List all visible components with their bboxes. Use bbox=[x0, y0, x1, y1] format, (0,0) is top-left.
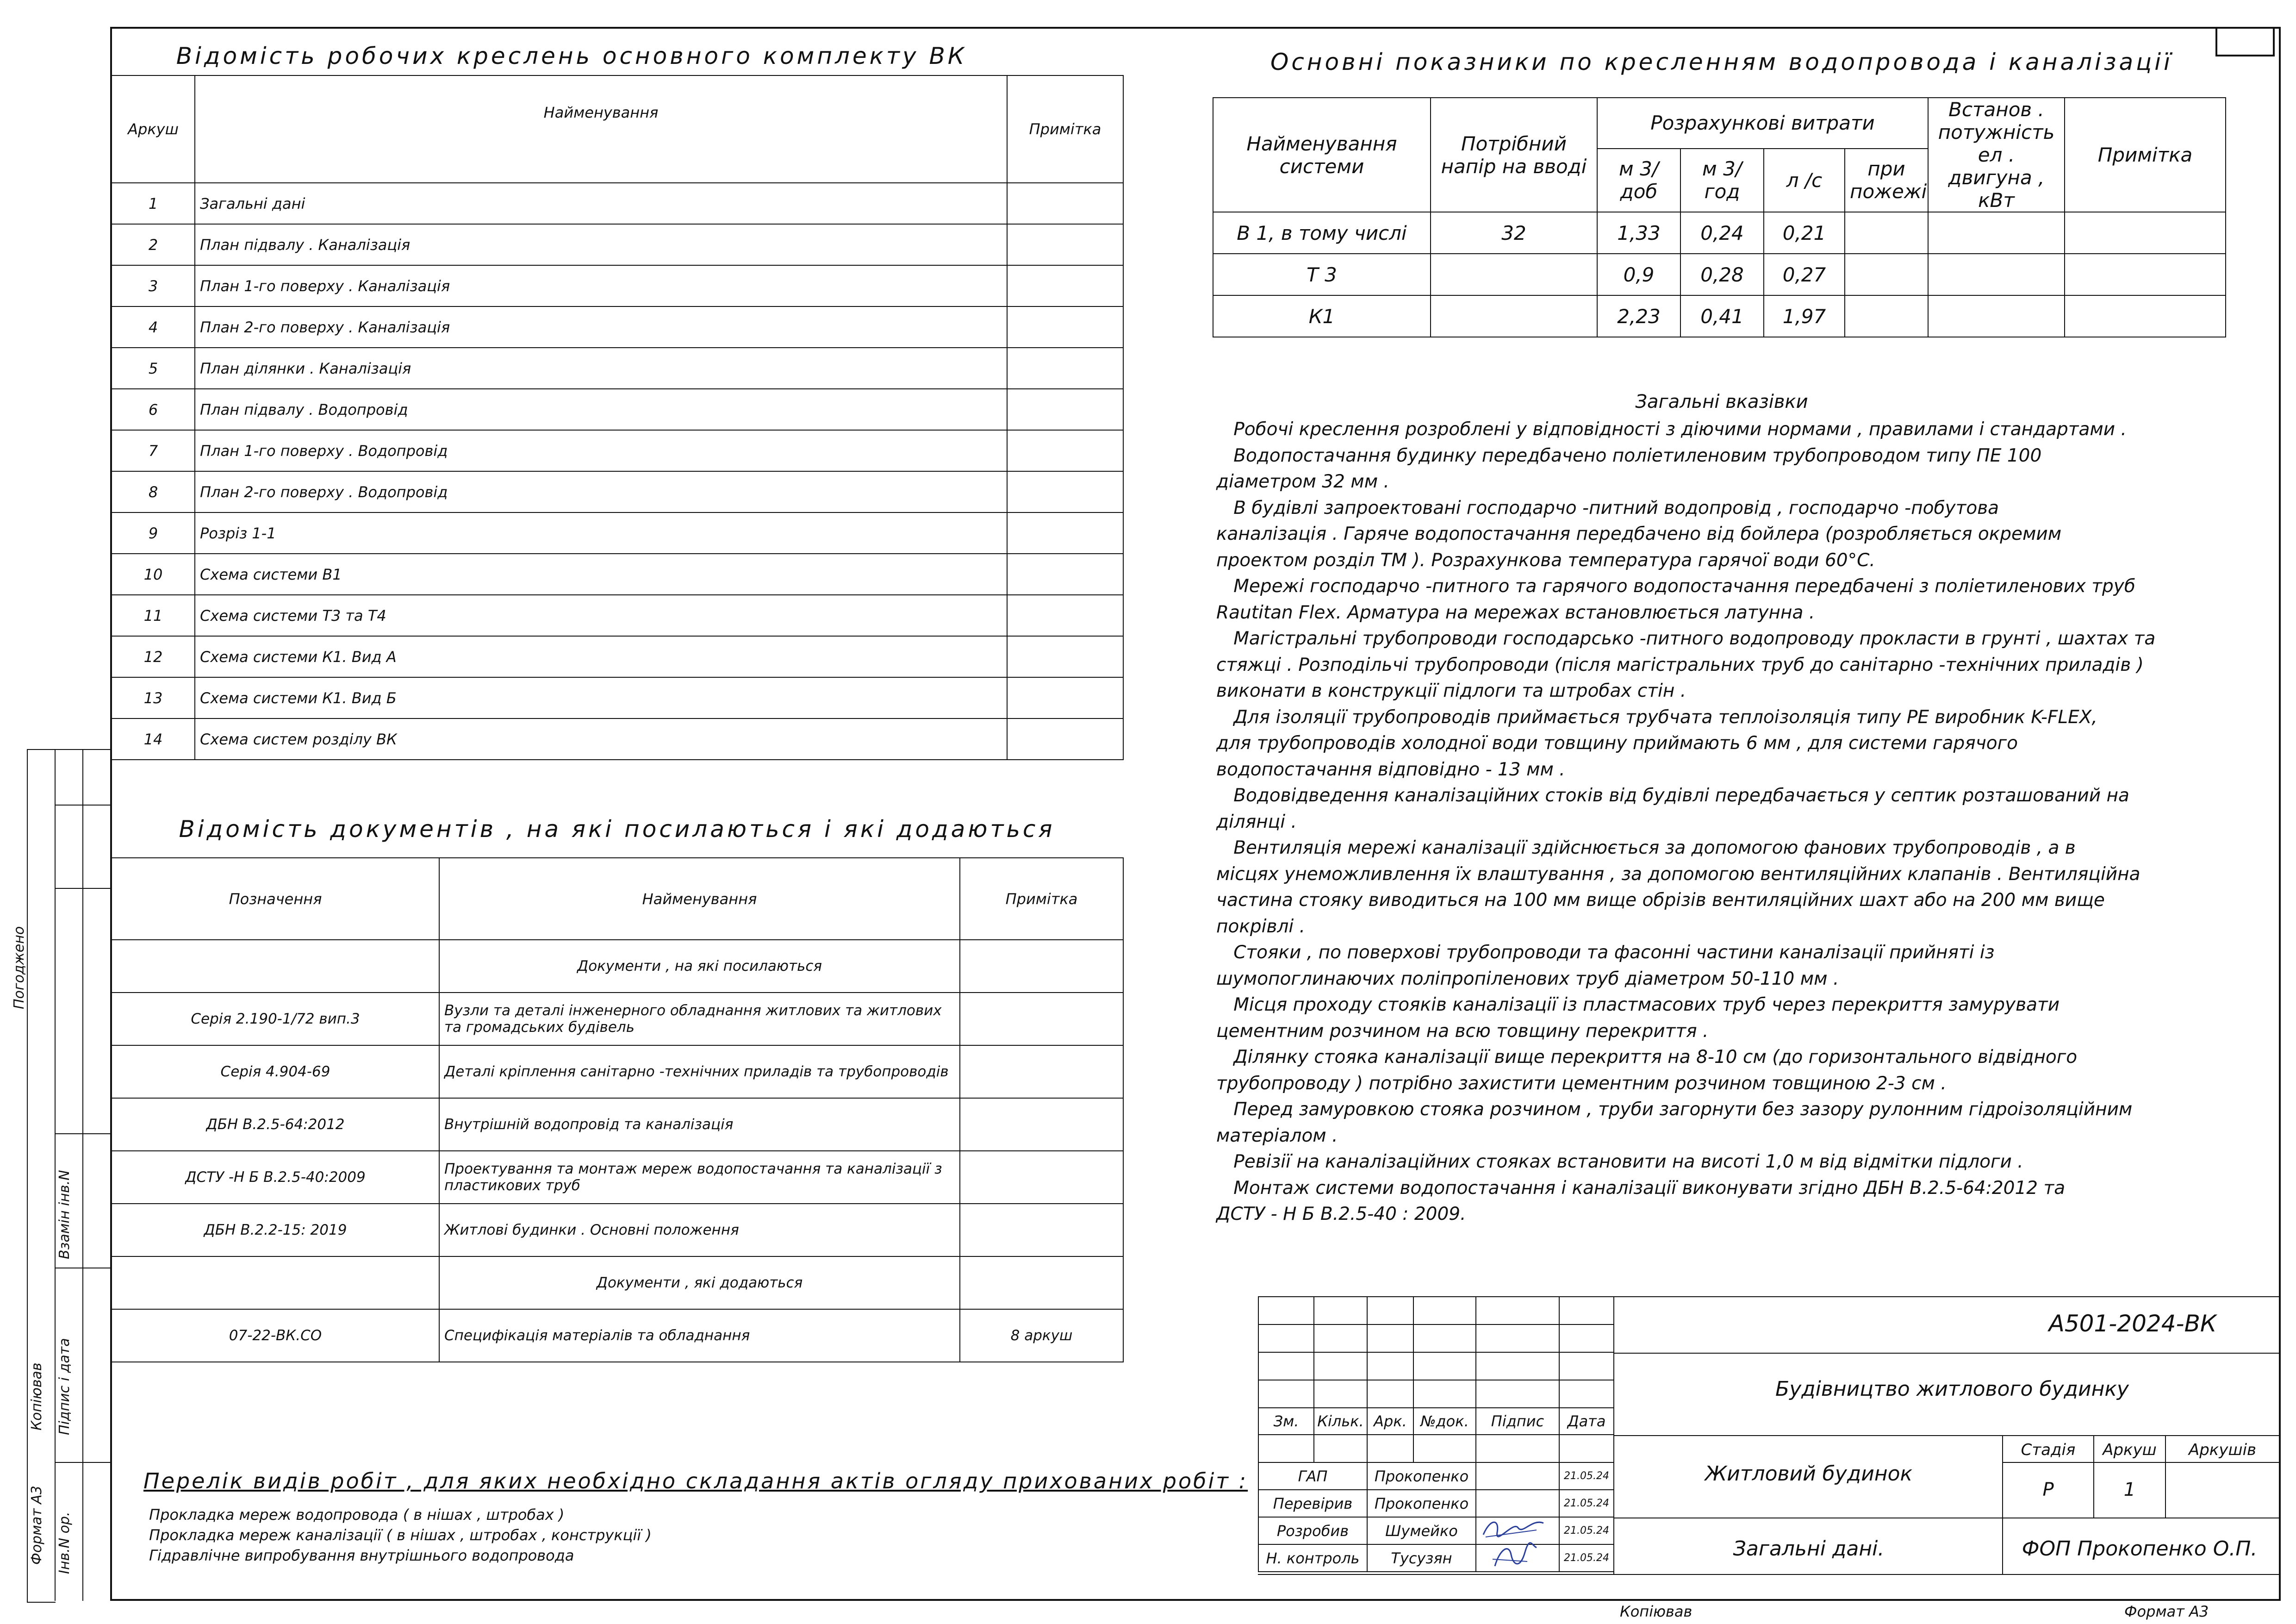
note-line: шумопоглинаючих поліпропіленових труб діаметром 50-110 мм . bbox=[1216, 968, 1839, 989]
table-row bbox=[112, 512, 1123, 554]
sheet-note bbox=[1007, 636, 1123, 677]
sheet-note bbox=[1007, 306, 1123, 348]
note-line: діаметром 32 мм . bbox=[1216, 471, 1389, 492]
table-row bbox=[112, 718, 1123, 760]
doc-note bbox=[960, 1098, 1123, 1151]
documents-title: Відомість документів , на які посилаються і які додаються bbox=[179, 816, 1055, 843]
cell-m3h: 0,28 bbox=[1680, 254, 1764, 295]
indicators-table bbox=[1213, 97, 2226, 337]
note-line: Місця проходу стояків каналізації із пластмасових труб через перекриття замурувати bbox=[1216, 994, 2060, 1015]
table-row bbox=[112, 636, 1123, 677]
doc-name: Проектування та монтаж мереж водопостачання та каналізації з пластикових труб bbox=[439, 1151, 960, 1204]
cell-m3day: 1,33 bbox=[1597, 212, 1680, 254]
cell-pressure bbox=[1431, 295, 1597, 337]
tb-col-header: Зм. bbox=[1258, 1408, 1314, 1435]
sheet-number: 11 bbox=[112, 595, 195, 636]
note-line: виконати в конструкції підлоги та штробах стін . bbox=[1216, 681, 1686, 701]
tb-col-header: Підпис bbox=[1476, 1408, 1559, 1435]
note-line: проектом розділ ТМ ). Розрахункова температура гарячої води 60°С. bbox=[1216, 550, 1875, 571]
col-ls: л /с bbox=[1764, 149, 1845, 212]
doc-note bbox=[960, 993, 1123, 1045]
sheet-number: 2 bbox=[112, 224, 195, 265]
tb-person-name: Прокопенко bbox=[1367, 1490, 1476, 1517]
tb-date: 21.05.24 bbox=[1559, 1517, 1614, 1544]
note-line: для трубопроводів холодної води товщину приймають 6 мм , для системи гарячого bbox=[1216, 733, 2018, 754]
col-power: Встанов . потужність ел . двигуна , кВт bbox=[1928, 98, 2065, 212]
sheet-name: Схема системи Т3 та Т4 bbox=[195, 595, 1007, 636]
signature-tusuzian bbox=[1486, 1541, 1541, 1573]
sheet-name: Розріз 1-1 bbox=[195, 512, 1007, 554]
note-line: Мережі господарчо -питного та гарячого водопостачання передбачені з поліетиленових труб bbox=[1216, 576, 2135, 597]
sheet-note bbox=[1007, 265, 1123, 306]
cell-power bbox=[1928, 295, 2065, 337]
tb-signature-cell bbox=[1476, 1462, 1559, 1490]
note-line: ділянці . bbox=[1216, 811, 1297, 832]
sheet-name: План 1-го поверху . Водопровід bbox=[195, 430, 1007, 471]
cell-pressure bbox=[1431, 254, 1597, 295]
col-fire: при пожежі bbox=[1845, 149, 1928, 212]
table-row bbox=[112, 265, 1123, 306]
doc-note: 8 аркуш bbox=[960, 1309, 1123, 1362]
table-row bbox=[112, 595, 1123, 636]
cell-ls: 0,21 bbox=[1764, 212, 1845, 254]
tb-person-name: Шумейко bbox=[1367, 1517, 1476, 1544]
list-item: Прокладка мереж водопровода ( в нішах , штробах ) bbox=[149, 1506, 565, 1524]
tb-date: 21.05.24 bbox=[1559, 1490, 1614, 1517]
side-agreed: Погоджено bbox=[11, 926, 27, 1009]
cell-ls: 1,97 bbox=[1764, 295, 1845, 337]
table-row bbox=[112, 1204, 1123, 1256]
general-notes-text bbox=[1216, 417, 2253, 1228]
cell-m3day: 2,23 bbox=[1597, 295, 1680, 337]
note-line: Стояки , по поверхові трубопроводи та фасонні частини каналізації прийняті із bbox=[1216, 942, 1995, 963]
tb-role: Н. контроль bbox=[1258, 1544, 1367, 1572]
drawings-title: Відомість робочих креслень основного комплекту ВК bbox=[176, 43, 967, 69]
cell-system: К1 bbox=[1213, 295, 1431, 337]
note-line: водопостачання відповідно - 13 мм . bbox=[1216, 759, 1565, 780]
tb-signature-cell bbox=[1476, 1490, 1559, 1517]
table-row bbox=[112, 1045, 1123, 1098]
sheet-name: План 2-го поверху . Водопровід bbox=[195, 471, 1007, 512]
doc-designation: ДСТУ -Н Б В.2.5-40:2009 bbox=[112, 1151, 439, 1204]
sheet-number: 6 bbox=[112, 389, 195, 430]
note-line: каналізація . Гаряче водопостачання передбачено від бойлера (розробляється окремим bbox=[1216, 524, 2062, 544]
doc-designation: ДБН В.2.5-64:2012 bbox=[112, 1098, 439, 1151]
sheet-note bbox=[1007, 430, 1123, 471]
table-row bbox=[112, 1151, 1123, 1204]
indicators-title: Основні показники по кресленням водопровода і каналізації bbox=[1270, 49, 2173, 75]
table-row bbox=[112, 677, 1123, 718]
stage-label: Стадія bbox=[2021, 1441, 2076, 1459]
sheet-name: Схема системи К1. Вид Б bbox=[195, 677, 1007, 718]
side-format: Формат А3 bbox=[29, 1486, 45, 1565]
sheet-name: План ділянки . Каналізація bbox=[195, 348, 1007, 389]
tb-role: ГАП bbox=[1258, 1462, 1367, 1490]
frame-top bbox=[110, 27, 2281, 29]
note-line: Водопостачання будинку передбачено поліетиленовим трубопроводом типу ПЕ 100 bbox=[1216, 445, 2042, 466]
sheet-name: Схема системи К1. Вид А bbox=[195, 636, 1007, 677]
cell-fire bbox=[1845, 295, 1928, 337]
sheet-name: Загальні дані bbox=[195, 183, 1007, 224]
note-line: ДСТУ - Н Б В.2.5-40 : 2009. bbox=[1216, 1204, 1466, 1224]
side-inv-orig: Інв.N ор. bbox=[56, 1512, 73, 1574]
note-line: трубопроводу ) потрібно захистити цементним розчином товщиною 2-3 см . bbox=[1216, 1073, 1947, 1094]
table-row bbox=[112, 1098, 1123, 1151]
note-line: цементним розчином на всю товщину перекриття . bbox=[1216, 1020, 1709, 1042]
col-pressure: Потрібний напір на вводі bbox=[1431, 98, 1597, 212]
sheets-label: Аркушів bbox=[2188, 1441, 2257, 1459]
note-line: Rautitan Flex. Арматура на мережах встановлюється латунна . bbox=[1216, 602, 1815, 623]
section-attached: Документи , які додаються bbox=[439, 1256, 960, 1309]
col-doc-note: Примітка bbox=[960, 858, 1123, 940]
col-sheet: Аркуш bbox=[112, 75, 195, 183]
sheet-name: План підвалу . Каналізація bbox=[195, 224, 1007, 265]
cell-note bbox=[2065, 254, 2226, 295]
col-doc-name: Найменування bbox=[439, 858, 960, 940]
note-line: Водовідведення каналізаційних стоків від будівлі передбачається у септик розташований на bbox=[1216, 785, 2129, 806]
sheet-note bbox=[1007, 389, 1123, 430]
sheet-name: Схема систем розділу ВК bbox=[195, 718, 1007, 760]
cell-m3h: 0,41 bbox=[1680, 295, 1764, 337]
sheet-number: 13 bbox=[112, 677, 195, 718]
col-m3h: м 3/год bbox=[1680, 149, 1764, 212]
table-row bbox=[112, 306, 1123, 348]
cell-ls: 0,27 bbox=[1764, 254, 1845, 295]
sheet-title: Загальні дані. bbox=[1733, 1537, 1885, 1561]
col-m3day: м 3/доб bbox=[1597, 149, 1680, 212]
table-row bbox=[112, 389, 1123, 430]
tb-date: 21.05.24 bbox=[1559, 1462, 1614, 1490]
project-name: Будівництво житлового будинку bbox=[1775, 1377, 2129, 1401]
note-line: покрівлі . bbox=[1216, 916, 1306, 937]
tb-person-row bbox=[1258, 1517, 1614, 1544]
sheet-note bbox=[1007, 471, 1123, 512]
sheet-name: План 2-го поверху . Каналізація bbox=[195, 306, 1007, 348]
cell-note bbox=[2065, 295, 2226, 337]
col-ind-note: Примітка bbox=[2065, 98, 2226, 212]
cell-fire bbox=[1845, 254, 1928, 295]
drawings-table bbox=[111, 75, 1124, 760]
object-name: Житловий будинок bbox=[1705, 1462, 1913, 1486]
sheet-number: 3 bbox=[112, 265, 195, 306]
tb-person-row bbox=[1258, 1544, 1614, 1572]
cell-note bbox=[2065, 212, 2226, 254]
note-line: стяжці . Розподільчі трубопроводи (після магістральних труб до санітарно -технічних приладів ) bbox=[1216, 654, 2144, 675]
tb-col-header: Кільк. bbox=[1314, 1408, 1367, 1435]
note-line: В будівлі запроектовані господарчо -питний водопровід , господарчо -побутова bbox=[1216, 497, 1999, 518]
notes-title: Загальні вказівки bbox=[1635, 391, 1808, 412]
cell-system: В 1, в тому числі bbox=[1213, 212, 1431, 254]
cell-power bbox=[1928, 254, 2065, 295]
sheet-number: 10 bbox=[112, 554, 195, 595]
side-sign-date: Підпис і дата bbox=[56, 1338, 73, 1435]
side-copied: Копіював bbox=[29, 1362, 45, 1430]
hidden-works-title: Перелік видів робіт , для яких необхідно складання актів огляду прихованих робіт : bbox=[143, 1468, 1248, 1493]
cell-m3h: 0,24 bbox=[1680, 212, 1764, 254]
doc-designation: Серія 2.190-1/72 вип.3 bbox=[112, 993, 439, 1045]
sheet-label: Аркуш bbox=[2103, 1441, 2157, 1459]
tb-col-header: Дата bbox=[1559, 1408, 1614, 1435]
table-row bbox=[112, 1309, 1123, 1362]
sheet-number: 12 bbox=[112, 636, 195, 677]
cell-power bbox=[1928, 212, 2065, 254]
tb-role: Перевірив bbox=[1258, 1490, 1367, 1517]
col-system: Найменування системи bbox=[1213, 98, 1431, 212]
note-line: Ділянку стояка каналізації вище перекриття на 8-10 см (до горизонтального відвідного bbox=[1216, 1047, 2078, 1068]
table-row bbox=[1213, 254, 2226, 295]
doc-note bbox=[960, 1151, 1123, 1204]
sheet-note bbox=[1007, 512, 1123, 554]
footer-format: Формат А3 bbox=[2124, 1603, 2209, 1620]
table-row bbox=[112, 471, 1123, 512]
sheet-number: 8 bbox=[112, 471, 195, 512]
doc-note bbox=[960, 1204, 1123, 1256]
note-line: Перед замуровкою стояка розчином , труби загорнути без зазору рулонним гідроізоляційним bbox=[1216, 1099, 2133, 1120]
list-item: Гідравлічне випробування внутрішнього водопровода bbox=[149, 1547, 574, 1564]
tb-person-row bbox=[1258, 1490, 1614, 1517]
sheet-note bbox=[1007, 183, 1123, 224]
side-replace-inv: Взамін інв.N bbox=[56, 1170, 73, 1259]
doc-designation: ДБН В.2.2-15: 2019 bbox=[112, 1204, 439, 1256]
tb-date: 21.05.24 bbox=[1559, 1544, 1614, 1572]
tb-col-header: Арк. bbox=[1367, 1408, 1413, 1435]
table-row bbox=[112, 554, 1123, 595]
col-flows: Розрахункові витрати bbox=[1597, 98, 1928, 149]
company-name: ФОП Прокопенко О.П. bbox=[2022, 1537, 2258, 1561]
sheet-number: 4 bbox=[112, 306, 195, 348]
cell-pressure: 32 bbox=[1431, 212, 1597, 254]
note-line: Робочі креслення розроблені у відповідності з діючими нормами , правилами і стандартами . bbox=[1216, 419, 2127, 440]
col-name: Найменування bbox=[195, 75, 1007, 183]
table-row bbox=[112, 348, 1123, 389]
doc-name: Деталі кріплення санітарно -технічних приладів та трубопроводів bbox=[439, 1045, 960, 1098]
footer-copied: Копіював bbox=[1620, 1603, 1692, 1620]
sheet-number: 14 bbox=[112, 718, 195, 760]
table-row bbox=[1213, 295, 2226, 337]
note-line: частина стояку виводиться на 100 мм вище обрізів вентиляційних шахт або на 200 мм вище bbox=[1216, 890, 2105, 911]
tb-col-header: №док. bbox=[1413, 1408, 1476, 1435]
signature-shumeiko bbox=[1481, 1514, 1546, 1542]
sheet-value: 1 bbox=[2123, 1479, 2136, 1500]
tb-person-name: Прокопенко bbox=[1367, 1462, 1476, 1490]
table-row bbox=[112, 430, 1123, 471]
table-row bbox=[112, 993, 1123, 1045]
note-line: Вентиляція мережі каналізації здійснюється за допомогою фанових трубопроводів , а в bbox=[1216, 837, 2076, 858]
cell-fire bbox=[1845, 212, 1928, 254]
doc-note bbox=[960, 1045, 1123, 1098]
tb-person-row bbox=[1258, 1462, 1614, 1490]
table-row bbox=[1213, 212, 2226, 254]
sheet-number: 1 bbox=[112, 183, 195, 224]
section-ref: Документи , на які посилаються bbox=[439, 940, 960, 993]
documents-table bbox=[111, 857, 1124, 1362]
doc-code: А501-2024-ВК bbox=[2048, 1310, 2217, 1337]
hidden-works-list bbox=[149, 1505, 652, 1566]
col-note: Примітка bbox=[1007, 75, 1123, 183]
sheet-note bbox=[1007, 595, 1123, 636]
list-item: Прокладка мереж каналізації ( в нішах , штробах , конструкції ) bbox=[149, 1526, 652, 1544]
stage-value: Р bbox=[2042, 1479, 2054, 1500]
sheet-note bbox=[1007, 677, 1123, 718]
note-line: Для ізоляції трубопроводів приймається трубчата теплоізоляція типу PE виробник K-FLEX, bbox=[1216, 706, 2097, 728]
note-line: Ревізії на каналізаційних стояках встановити на висоті 1,0 м від відмітки підлоги . bbox=[1216, 1151, 2023, 1172]
sheet-number: 9 bbox=[112, 512, 195, 554]
sheet-note bbox=[1007, 224, 1123, 265]
sheet-name: План 1-го поверху . Каналізація bbox=[195, 265, 1007, 306]
sheet-note bbox=[1007, 718, 1123, 760]
sheet-name: Схема системи В1 bbox=[195, 554, 1007, 595]
doc-designation: Серія 4.904-69 bbox=[112, 1045, 439, 1098]
sheet-name: План підвалу . Водопровід bbox=[195, 389, 1007, 430]
note-line: матеріалом . bbox=[1216, 1125, 1338, 1146]
col-designation: Позначення bbox=[112, 858, 439, 940]
note-line: Магістральні трубопроводи господарсько -питного водопроводу прокласти в грунті , шахтах та bbox=[1216, 628, 2156, 649]
doc-name: Вузли та деталі інженерного обладнання житлових та житлових та громадських будівель bbox=[439, 993, 960, 1045]
sheet-note bbox=[1007, 554, 1123, 595]
doc-designation: 07-22-ВК.СО bbox=[112, 1309, 439, 1362]
title-block bbox=[1258, 1296, 2279, 1601]
tb-role: Розробив bbox=[1258, 1517, 1367, 1544]
note-line: місцях унеможливлення їх влаштування , за допомогою вентиляційних клапанів . Вентиляційна bbox=[1216, 863, 2140, 885]
sheet-number: 7 bbox=[112, 430, 195, 471]
table-row bbox=[112, 183, 1123, 224]
doc-name: Житлові будинки . Основні положення bbox=[439, 1204, 960, 1256]
cell-m3day: 0,9 bbox=[1597, 254, 1680, 295]
doc-name: Внутрішній водопровід та каналізація bbox=[439, 1098, 960, 1151]
sheet-note bbox=[1007, 348, 1123, 389]
cell-system: Т 3 bbox=[1213, 254, 1431, 295]
table-row bbox=[112, 224, 1123, 265]
note-line: Монтаж системи водопостачання і каналізації виконувати згідно ДБН В.2.5-64:2012 та bbox=[1216, 1177, 2066, 1199]
tb-person-name: Тусузян bbox=[1367, 1544, 1476, 1572]
doc-name: Специфікація матеріалів та обладнання bbox=[439, 1309, 960, 1362]
sheet-number: 5 bbox=[112, 348, 195, 389]
